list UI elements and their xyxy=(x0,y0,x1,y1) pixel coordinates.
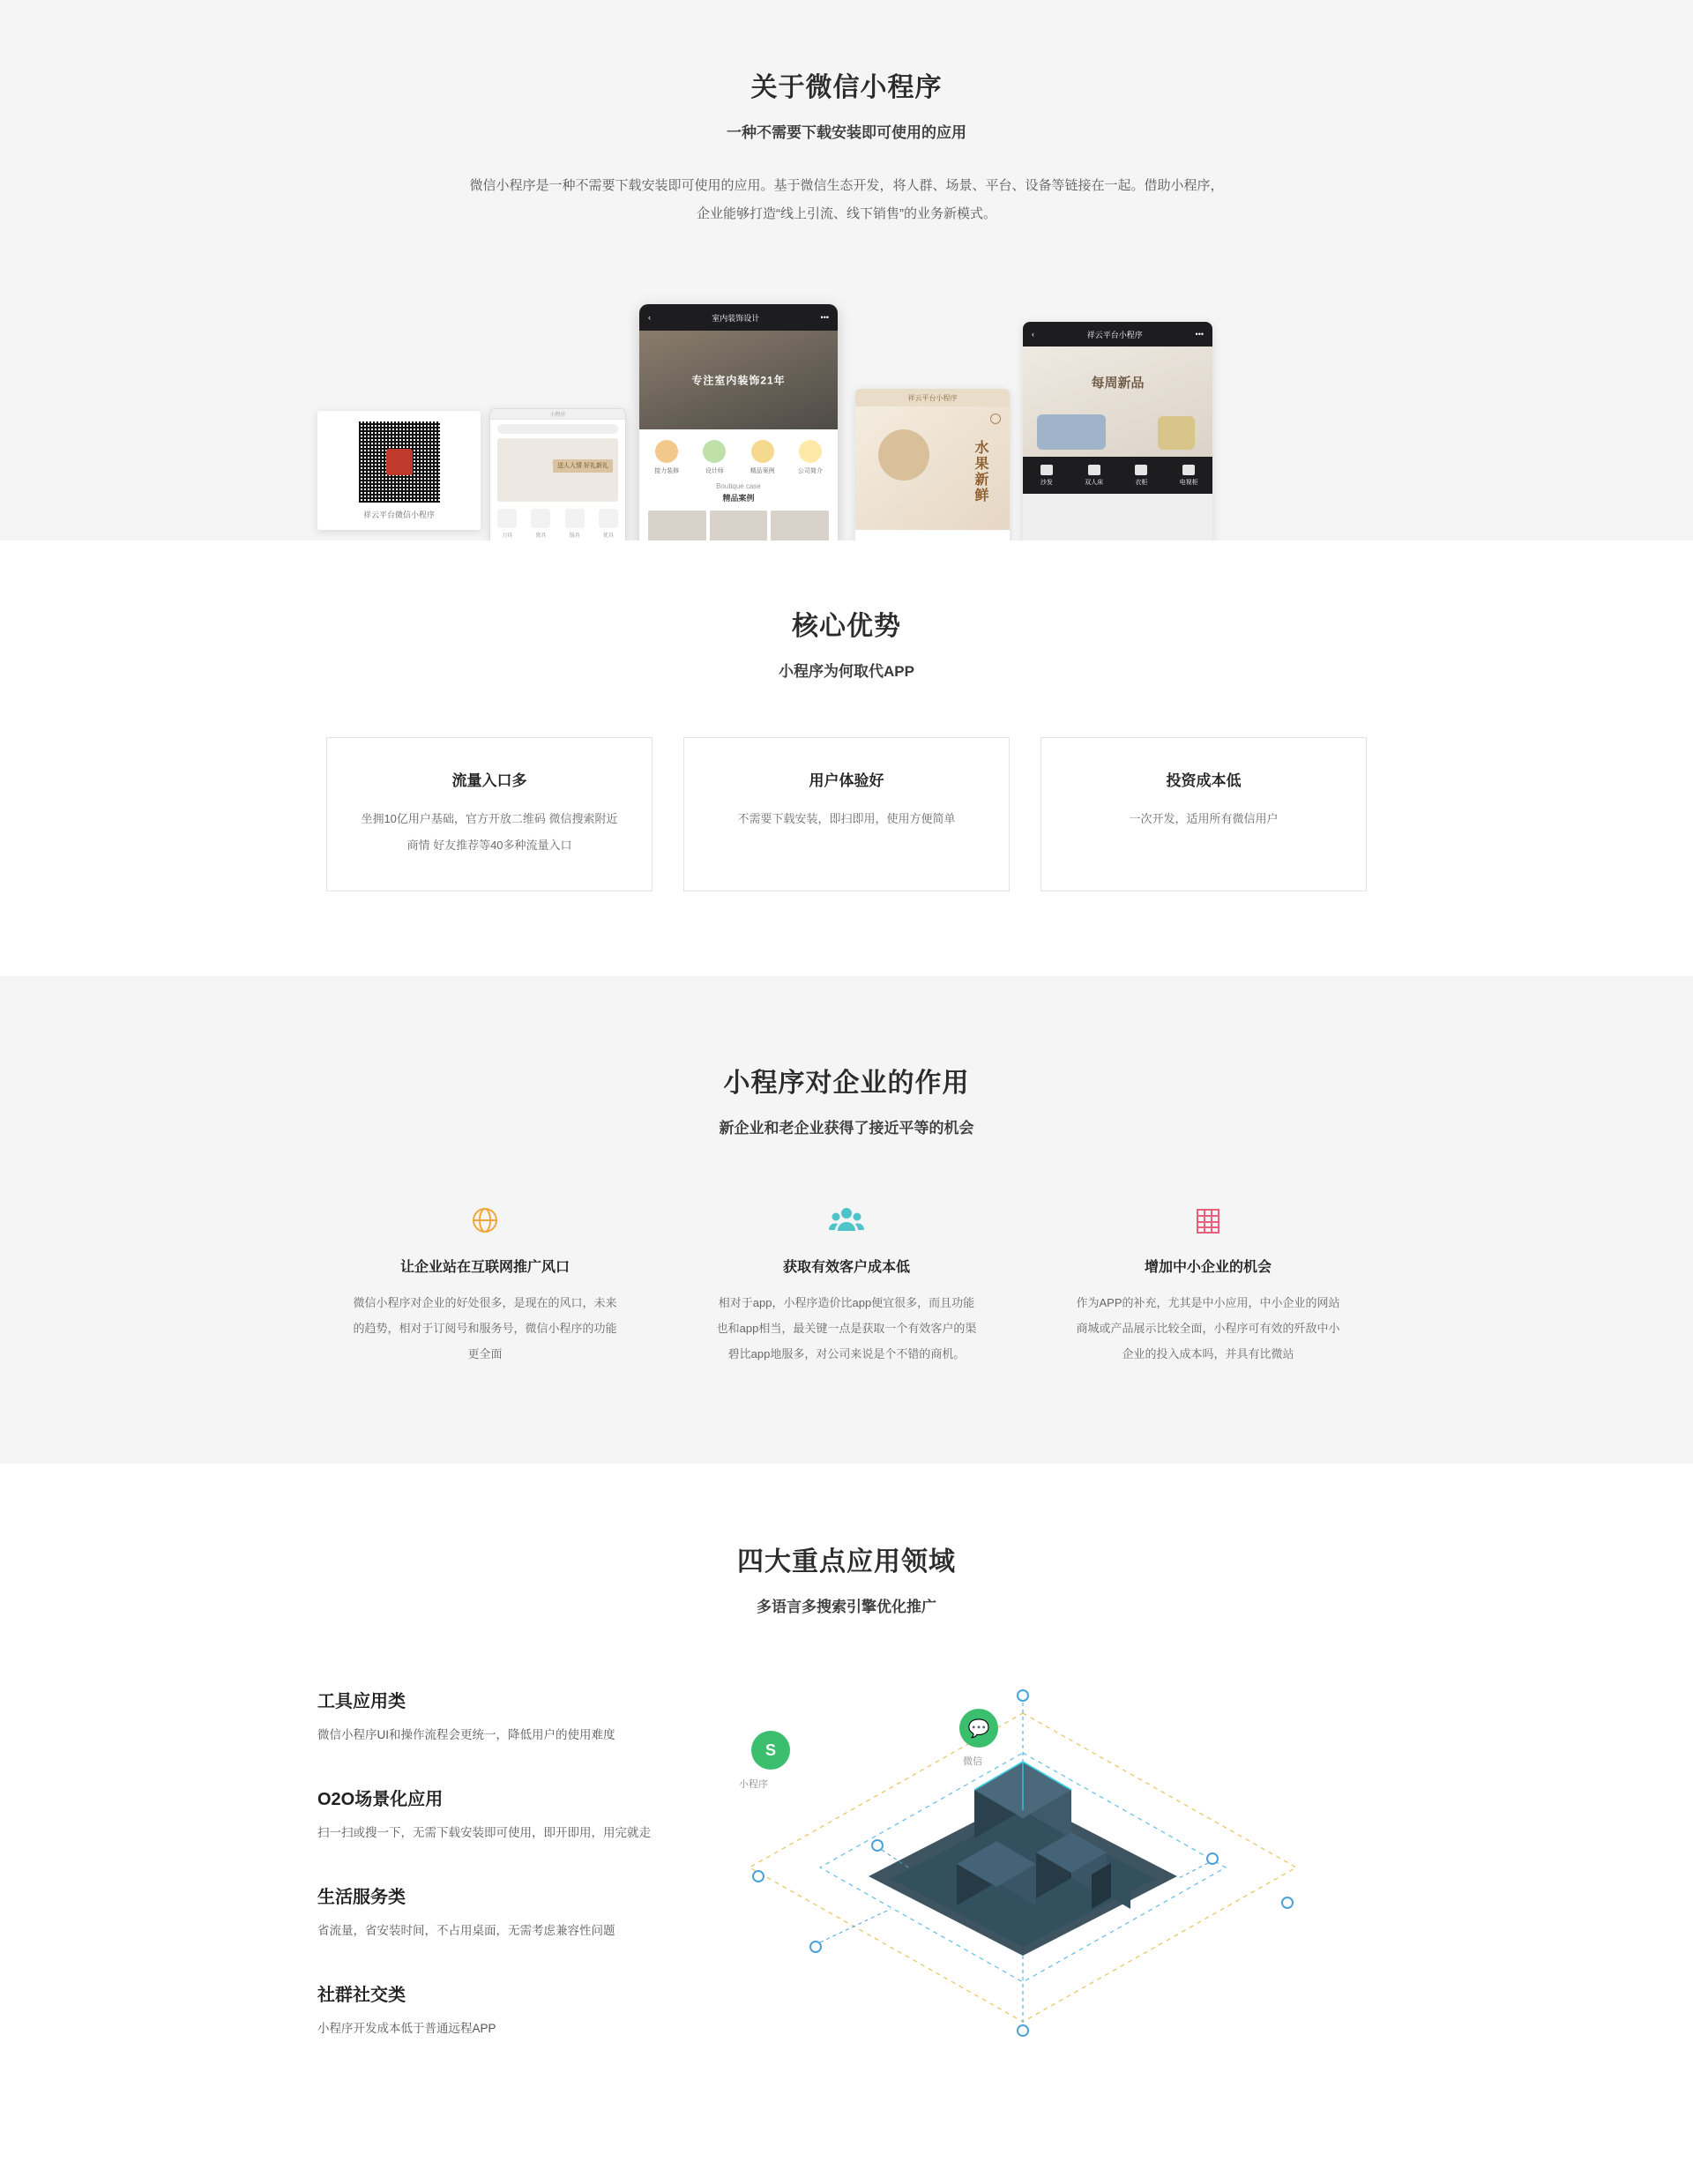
field-text: 扫一扫或搜一下，无需下载安装即可使用，即开即用，用完就走 xyxy=(317,1826,651,1839)
category-icon xyxy=(531,509,550,528)
phone-decoration-category-row xyxy=(639,429,838,482)
back-icon: ‹ xyxy=(648,313,651,322)
category-icon xyxy=(497,509,517,528)
chair-image xyxy=(1158,416,1195,450)
role-text: 作为APP的补充，尤其是中小应用，中小企业的网站商城或产品展示比较全面，小程序可有效的歼敌中小企业的投入成本吗，并具有比微站 xyxy=(1076,1296,1340,1360)
category-label: 锅具 xyxy=(569,533,580,539)
field-title: 社群社交类 xyxy=(317,1986,406,2005)
phone-shop-titlebar: 小程序 xyxy=(490,409,625,420)
roles-header xyxy=(0,1061,1693,1137)
advantage-title: 核心优势 xyxy=(792,612,901,641)
field-title: 工具应用类 xyxy=(317,1692,406,1711)
advantage-card xyxy=(326,737,653,891)
advantage-card-title: 流量入口多 xyxy=(451,772,527,789)
phone-shop-category xyxy=(599,509,618,539)
sofa-icon xyxy=(1040,465,1053,475)
role-text: 微信小程序对企业的好处很多，是现在的风口，未来的趋势，相对于订阅号和服务号，微信小程序的功能更全面 xyxy=(353,1296,617,1360)
phone-decoration-navbar xyxy=(639,304,838,331)
phone-shop-mock xyxy=(489,408,626,554)
case-icon xyxy=(751,440,774,463)
advantage-card-text: 不需要下载安装，即扫即用，使用方便简单 xyxy=(737,812,956,825)
phone-shop-banner xyxy=(497,438,618,502)
phone-decoration-category xyxy=(696,440,733,475)
role-item-cost xyxy=(714,1201,979,1367)
tab-label: 衣柜 xyxy=(1135,479,1148,486)
phone-decoration-category xyxy=(744,440,781,475)
role-text: 相对于app，小程序造价比app便宜很多，而且功能也和app相当，最关键一点是获取一个有效客户的渠碧比app地服多，对公司来说是个不错的商机。 xyxy=(716,1296,977,1360)
category-label: 精品案例 xyxy=(750,468,775,474)
phone-shop-category xyxy=(497,509,517,539)
phone-furniture-hero xyxy=(1023,347,1212,457)
phone-furniture-nav-title: 祥云平台小程序 xyxy=(1086,330,1143,339)
about-section xyxy=(0,0,1693,540)
phone-food-titlebar: 祥云平台小程序 xyxy=(855,389,1010,406)
phone-furniture-navbar xyxy=(1023,322,1212,347)
advantage-subtitle: 小程序为何取代APP xyxy=(779,663,914,680)
miniapp-badge-label: 小程序 xyxy=(739,1779,768,1790)
phone-showcase xyxy=(317,276,1376,540)
roles-list xyxy=(0,1201,1693,1367)
case-title-cn: 精品案例 xyxy=(722,494,755,503)
role-title: 增加中小企业的机会 xyxy=(1144,1260,1272,1275)
back-icon: ‹ xyxy=(1032,330,1034,339)
about-description xyxy=(432,172,1261,228)
miniapp-badge-icon: S xyxy=(751,1731,790,1770)
field-item-tools xyxy=(317,1687,732,1746)
tab-label: 沙发 xyxy=(1040,479,1053,486)
field-text: 小程序开发成本低于普通远程APP xyxy=(317,2022,496,2035)
users-icon xyxy=(714,1201,979,1241)
more-icon: ••• xyxy=(820,313,829,322)
tab-bed xyxy=(1070,465,1118,487)
advantage-card-list xyxy=(0,737,1693,891)
renovation-icon xyxy=(655,440,678,463)
about-header xyxy=(0,65,1693,142)
field-item-o2o xyxy=(317,1785,732,1844)
phone-shop-search-bar xyxy=(497,424,618,434)
qr-caption: 祥云平台微信小程序 xyxy=(362,510,435,519)
company-icon xyxy=(799,440,822,463)
phone-furniture-content xyxy=(1023,494,1212,547)
wechat-badge-icon: 💬 xyxy=(959,1709,998,1748)
fields-list xyxy=(317,1678,732,2078)
case-title-en: Boutique case xyxy=(716,482,761,490)
field-item-life-service xyxy=(317,1882,732,1942)
role-title: 获取有效客户成本低 xyxy=(782,1260,910,1275)
fields-section xyxy=(0,1464,1693,2184)
field-text: 微信小程序UI和操作流程会更统一，降低用户的使用难度 xyxy=(317,1728,615,1741)
tab-sofa xyxy=(1023,465,1070,487)
fields-subtitle: 多语言多搜索引擎优化推广 xyxy=(757,1599,936,1615)
fields-title: 四大重点应用领域 xyxy=(737,1547,956,1577)
about-subtitle: 一种不需要下载安装即可使用的应用 xyxy=(727,124,966,141)
phone-food-hero xyxy=(855,406,1010,530)
phone-decoration-nav-title: 室内装饰设计 xyxy=(712,313,760,323)
more-icon: ••• xyxy=(1195,330,1204,339)
wardrobe-icon xyxy=(1135,465,1147,475)
phone-shop-category xyxy=(531,509,550,539)
phone-food-mock xyxy=(855,389,1010,556)
phone-decoration-hero xyxy=(639,331,838,429)
advantage-card-title: 投资成本低 xyxy=(1166,772,1242,789)
category-icon xyxy=(565,509,585,528)
category-label: 设计师 xyxy=(705,468,724,474)
sofa-image xyxy=(1037,414,1106,450)
advantage-section xyxy=(0,540,1693,976)
field-title: 生活服务类 xyxy=(317,1888,406,1907)
phone-decoration-category xyxy=(648,440,685,475)
tab-label: 双人床 xyxy=(1085,479,1104,486)
about-description-line1: 微信小程序是一种不需要下载安装即可使用的应用。基于微信生态开发，将人群、场景、平台、设备等链接在一起。借助小程序， xyxy=(469,178,1224,193)
category-label: 优具 xyxy=(602,533,614,539)
roles-section xyxy=(0,976,1693,1464)
phone-decoration-case-title xyxy=(639,482,838,503)
roles-title: 小程序对企业的作用 xyxy=(723,1069,970,1098)
advantage-header xyxy=(0,604,1693,681)
phone-shop-category xyxy=(565,509,585,539)
phone-furniture-hero-text: 每周新品 xyxy=(1091,376,1145,391)
advantage-card-title: 用户体验好 xyxy=(809,772,884,789)
tab-label: 电视柜 xyxy=(1179,479,1198,486)
field-title: O2O场景化应用 xyxy=(317,1790,444,1809)
role-item-promotion xyxy=(353,1201,617,1367)
qr-code-icon xyxy=(359,421,440,503)
building-icon xyxy=(1076,1201,1340,1241)
qr-card xyxy=(317,411,481,530)
field-item-social xyxy=(317,1980,732,2039)
about-description-line2: 企业能够打造“线上引流、线下销售”的业务新模式。 xyxy=(697,206,996,221)
fields-content xyxy=(317,1678,1376,2078)
bed-icon xyxy=(1088,465,1100,475)
phone-decoration-category xyxy=(792,440,829,475)
phone-decoration-mock xyxy=(639,304,838,551)
advantage-card xyxy=(683,737,1010,891)
isometric-illustration xyxy=(732,1678,1376,2048)
advantage-card-text: 坐拥10亿用户基础，官方开放二维码 微信搜索附近商情 好友推荐等40多种流量入口 xyxy=(361,812,618,852)
phone-decoration-case-grid xyxy=(639,503,838,546)
food-image xyxy=(878,429,929,481)
globe-icon xyxy=(353,1201,617,1241)
role-title: 让企业站在互联网推广风口 xyxy=(399,1260,570,1275)
role-item-sme xyxy=(1076,1201,1340,1367)
category-label: 接力装修 xyxy=(654,468,680,474)
wechat-badge-label: 微信 xyxy=(963,1756,982,1767)
tab-tvstand xyxy=(1165,465,1212,487)
category-icon xyxy=(599,509,618,528)
roles-subtitle: 新企业和老企业获得了接近平等的机会 xyxy=(719,1120,974,1137)
fields-header xyxy=(0,1539,1693,1616)
phone-furniture-tabbar xyxy=(1023,457,1212,494)
phone-furniture-mock xyxy=(1023,322,1212,551)
category-label: 刀具 xyxy=(502,533,513,539)
tv-stand-icon xyxy=(1182,465,1195,475)
phone-food-hero-text: 水果新鲜 xyxy=(973,440,988,503)
search-icon xyxy=(990,414,1001,424)
about-title: 关于微信小程序 xyxy=(750,73,943,102)
designer-icon xyxy=(703,440,726,463)
field-text: 省流量，省安装时间，不占用桌面，无需考虑兼容性问题 xyxy=(317,1924,615,1937)
category-label: 公司简介 xyxy=(797,468,823,474)
advantage-card-text: 一次开发，适用所有微信用户 xyxy=(1129,812,1279,825)
category-label: 瓷具 xyxy=(535,533,547,539)
isometric-city-graphic xyxy=(732,1678,1314,2048)
advantage-card xyxy=(1040,737,1367,891)
phone-shop-banner-badge: 送人人情 好礼新礼 xyxy=(553,459,613,473)
phone-shop-category-row xyxy=(490,509,625,539)
tab-wardrobe xyxy=(1118,465,1166,487)
phone-decoration-hero-text: 专注室内装饰21年 xyxy=(691,374,786,387)
